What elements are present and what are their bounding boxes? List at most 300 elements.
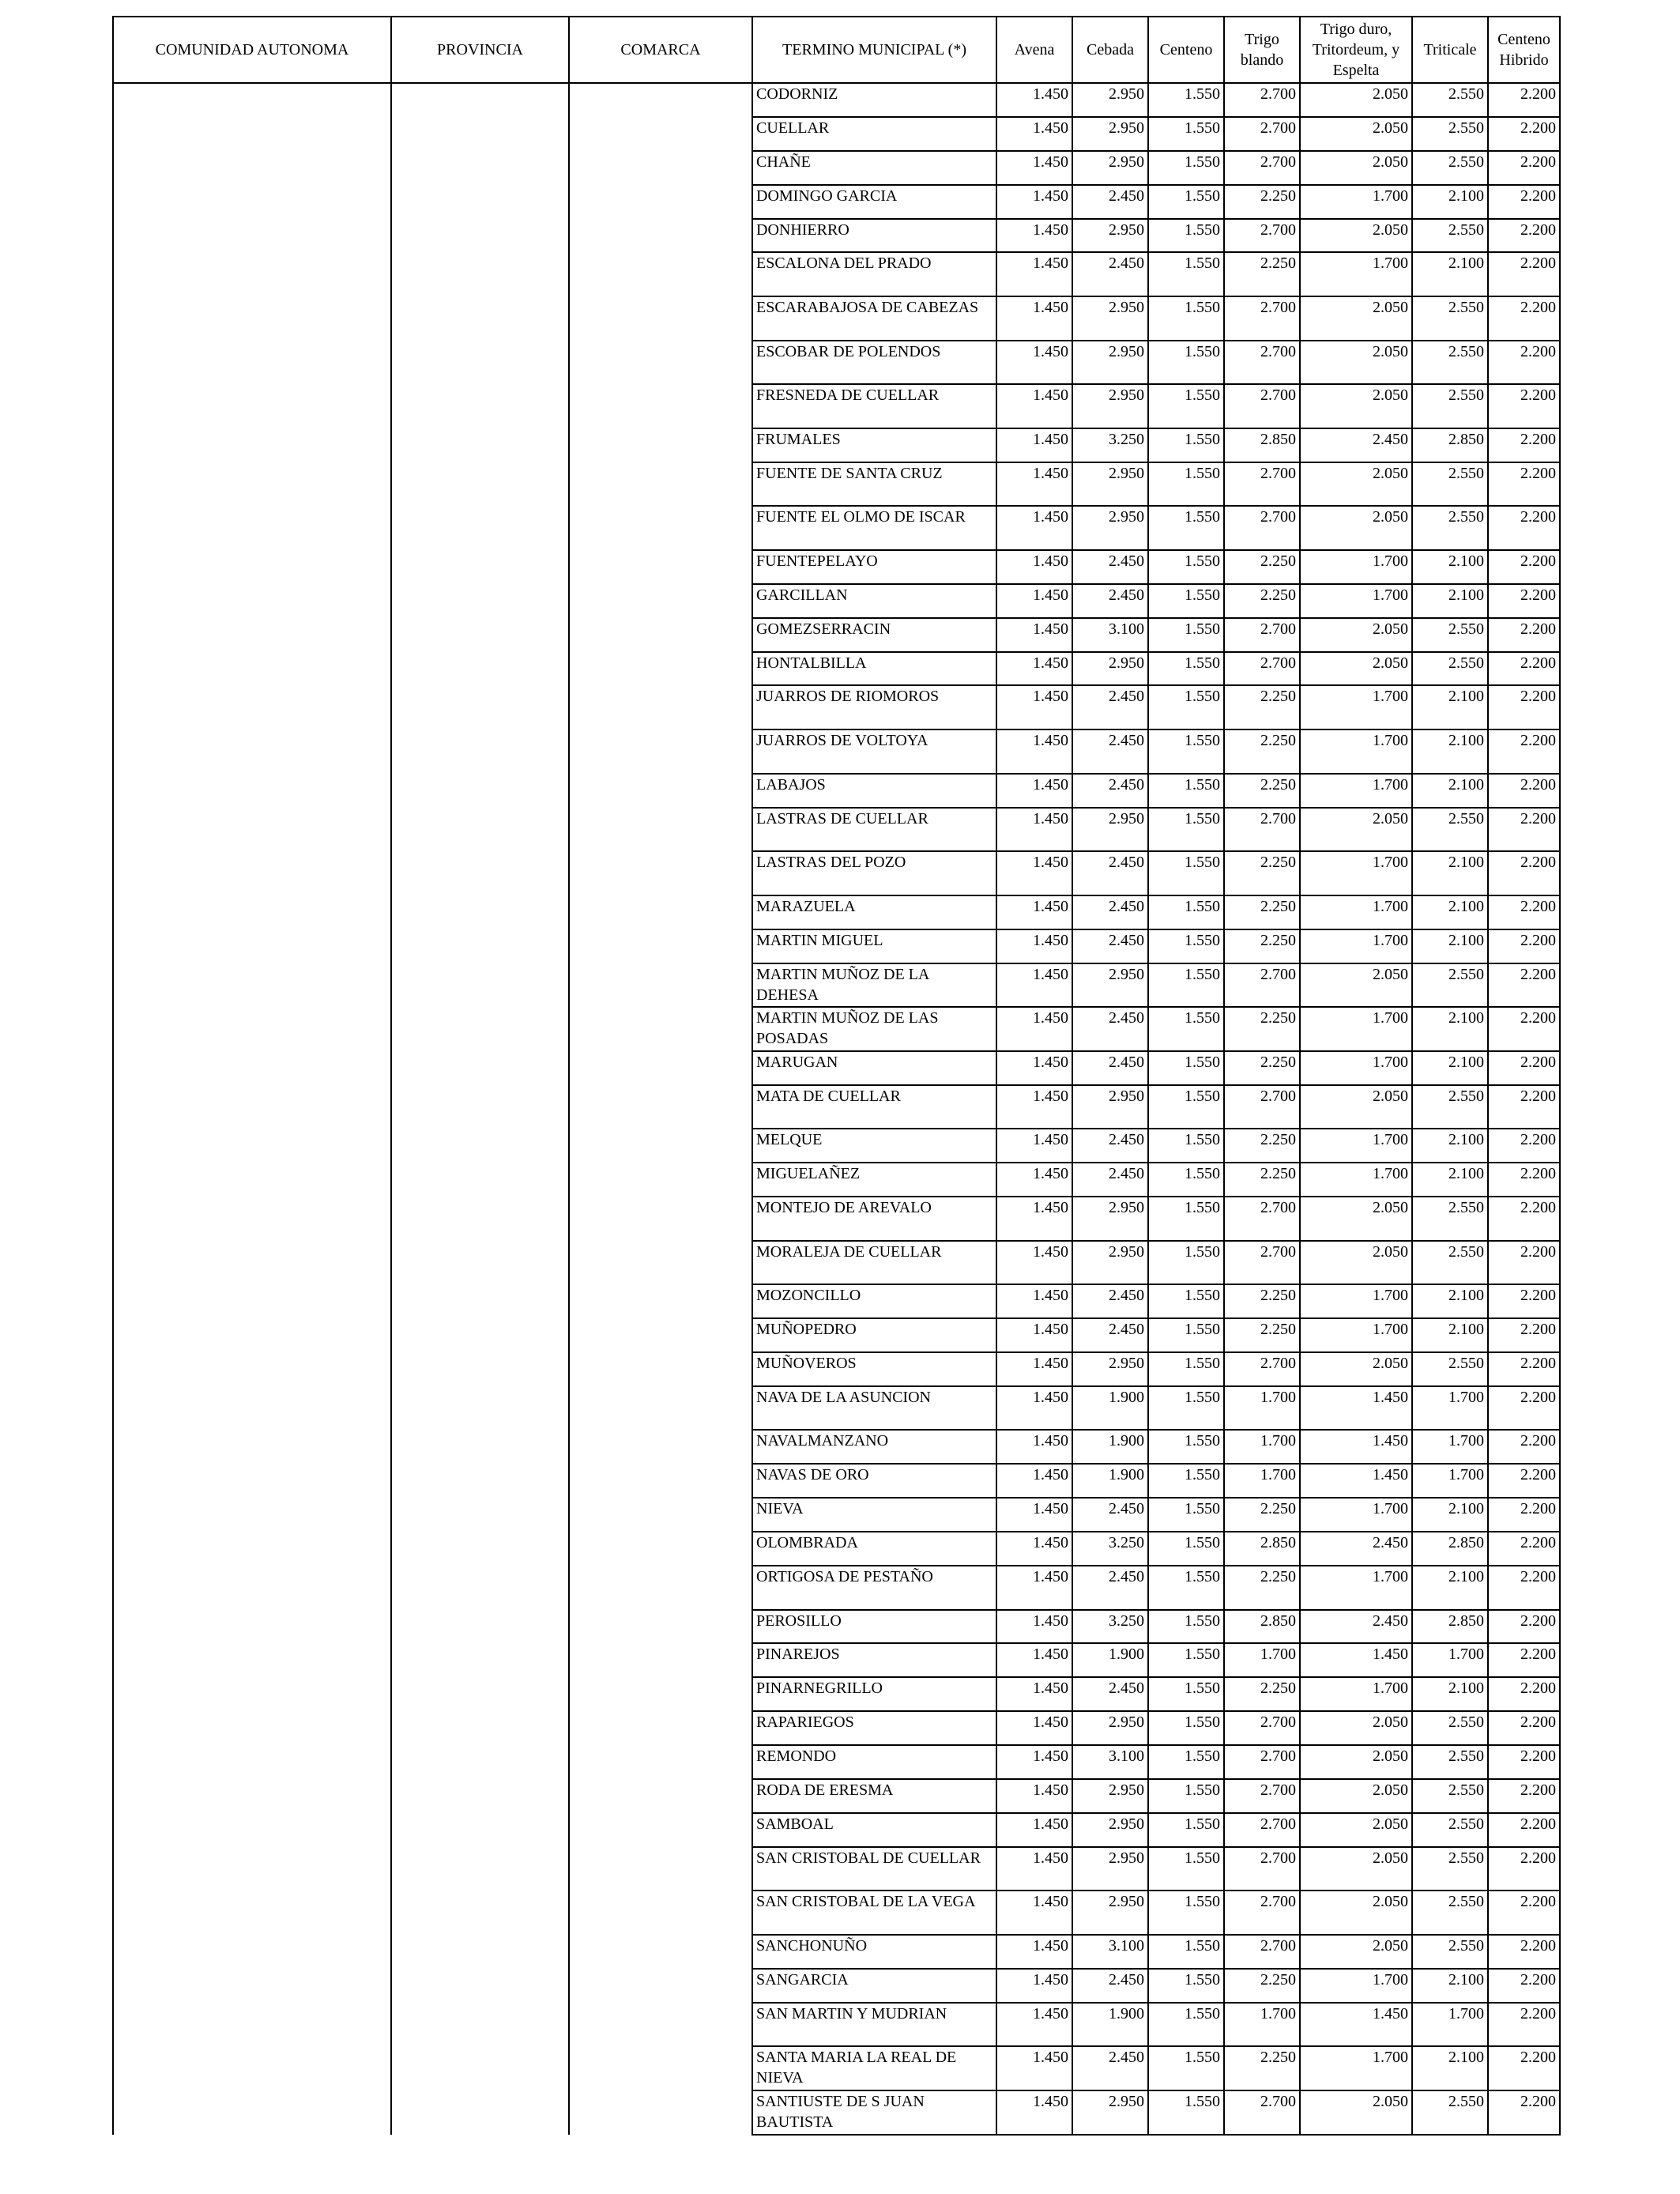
cell-comunidad bbox=[113, 2003, 391, 2047]
cell-provincia bbox=[391, 1745, 569, 1779]
cell-triticale: 2.100 bbox=[1412, 185, 1488, 219]
cell-trigo-duro: 1.700 bbox=[1300, 1007, 1412, 1051]
cell-centeno: 1.550 bbox=[1148, 1241, 1224, 1285]
cell-centeno: 1.550 bbox=[1148, 1318, 1224, 1352]
cell-centeno: 1.550 bbox=[1148, 808, 1224, 852]
cell-provincia bbox=[391, 428, 569, 462]
cell-centeno: 1.550 bbox=[1148, 652, 1224, 686]
cell-triticale: 2.850 bbox=[1412, 428, 1488, 462]
cell-avena: 1.450 bbox=[996, 1711, 1072, 1745]
cell-avena: 1.450 bbox=[996, 550, 1072, 584]
cell-avena: 1.450 bbox=[996, 1779, 1072, 1813]
cell-cebada: 3.250 bbox=[1072, 1532, 1148, 1566]
cell-comarca bbox=[569, 2090, 752, 2135]
cell-comunidad bbox=[113, 1163, 391, 1197]
header-comarca: COMARCA bbox=[569, 17, 752, 83]
cell-termino-municipal: MIGUELAÑEZ bbox=[752, 1163, 996, 1197]
cell-provincia bbox=[391, 1007, 569, 1051]
cell-centeno-hibrido: 2.200 bbox=[1488, 774, 1560, 808]
cell-termino-municipal: GOMEZSERRACIN bbox=[752, 618, 996, 652]
cell-comunidad bbox=[113, 685, 391, 729]
cell-comunidad bbox=[113, 1007, 391, 1051]
cell-cebada: 2.950 bbox=[1072, 83, 1148, 117]
cell-comunidad bbox=[113, 1610, 391, 1644]
cell-centeno-hibrido: 2.200 bbox=[1488, 462, 1560, 507]
cell-centeno-hibrido: 2.200 bbox=[1488, 296, 1560, 341]
cell-centeno-hibrido: 2.200 bbox=[1488, 1051, 1560, 1085]
cell-trigo-duro: 1.700 bbox=[1300, 895, 1412, 929]
cell-comunidad bbox=[113, 1711, 391, 1745]
cell-termino-municipal: MUÑOVEROS bbox=[752, 1352, 996, 1386]
cell-centeno: 1.550 bbox=[1148, 1163, 1224, 1197]
cell-termino-municipal: MOZONCILLO bbox=[752, 1284, 996, 1318]
cell-centeno-hibrido: 2.200 bbox=[1488, 1610, 1560, 1644]
cell-termino-municipal: SANGARCIA bbox=[752, 1969, 996, 2003]
cell-centeno-hibrido: 2.200 bbox=[1488, 1745, 1560, 1779]
cell-trigo-blando: 2.850 bbox=[1224, 428, 1300, 462]
cell-centeno-hibrido: 2.200 bbox=[1488, 1464, 1560, 1498]
cell-provincia bbox=[391, 1318, 569, 1352]
table-row bbox=[113, 1464, 1560, 1498]
cell-cebada: 2.950 bbox=[1072, 151, 1148, 185]
cell-comunidad bbox=[113, 1745, 391, 1779]
cell-avena: 1.450 bbox=[996, 1352, 1072, 1386]
cell-trigo-duro: 1.700 bbox=[1300, 2046, 1412, 2090]
cell-centeno: 1.550 bbox=[1148, 151, 1224, 185]
cell-trigo-blando: 2.700 bbox=[1224, 506, 1300, 550]
cell-termino-municipal: MONTEJO DE AREVALO bbox=[752, 1197, 996, 1241]
cell-cebada: 2.950 bbox=[1072, 219, 1148, 253]
cell-triticale: 1.700 bbox=[1412, 2003, 1488, 2047]
cell-comarca bbox=[569, 2003, 752, 2047]
cell-avena: 1.450 bbox=[996, 1891, 1072, 1935]
table-row bbox=[113, 1352, 1560, 1386]
cell-avena: 1.450 bbox=[996, 618, 1072, 652]
cell-comunidad bbox=[113, 1352, 391, 1386]
cell-termino-municipal: LASTRAS DE CUELLAR bbox=[752, 808, 996, 852]
table-row bbox=[113, 506, 1560, 550]
cell-trigo-blando: 2.700 bbox=[1224, 219, 1300, 253]
cell-termino-municipal: SAN CRISTOBAL DE LA VEGA bbox=[752, 1891, 996, 1935]
cell-comunidad bbox=[113, 1464, 391, 1498]
cell-trigo-blando: 2.700 bbox=[1224, 1847, 1300, 1891]
cell-trigo-blando: 2.700 bbox=[1224, 1197, 1300, 1241]
cell-cebada: 2.950 bbox=[1072, 2090, 1148, 2135]
cell-triticale: 2.550 bbox=[1412, 462, 1488, 507]
table-row bbox=[113, 1430, 1560, 1464]
cell-centeno-hibrido: 2.200 bbox=[1488, 685, 1560, 729]
table-row bbox=[113, 1197, 1560, 1241]
cell-comunidad bbox=[113, 1891, 391, 1935]
cell-triticale: 2.100 bbox=[1412, 2046, 1488, 2090]
cell-centeno-hibrido: 2.200 bbox=[1488, 1813, 1560, 1847]
cell-provincia bbox=[391, 1430, 569, 1464]
cell-centeno-hibrido: 2.200 bbox=[1488, 1643, 1560, 1677]
cell-centeno: 1.550 bbox=[1148, 2046, 1224, 2090]
table-row bbox=[113, 117, 1560, 151]
cell-comunidad bbox=[113, 550, 391, 584]
header-provincia: PROVINCIA bbox=[391, 17, 569, 83]
cell-cebada: 2.950 bbox=[1072, 1847, 1148, 1891]
cell-centeno: 1.550 bbox=[1148, 1085, 1224, 1129]
cell-trigo-duro: 1.700 bbox=[1300, 774, 1412, 808]
cell-cebada: 1.900 bbox=[1072, 1430, 1148, 1464]
cell-cebada: 2.950 bbox=[1072, 1085, 1148, 1129]
cell-centeno-hibrido: 2.200 bbox=[1488, 1677, 1560, 1711]
table-row bbox=[113, 1935, 1560, 1969]
cell-centeno: 1.550 bbox=[1148, 1498, 1224, 1532]
cell-centeno: 1.550 bbox=[1148, 1969, 1224, 2003]
cell-centeno: 1.550 bbox=[1148, 1386, 1224, 1431]
cell-provincia bbox=[391, 1711, 569, 1745]
table-row bbox=[113, 1532, 1560, 1566]
cell-termino-municipal: SANTA MARIA LA REAL DE NIEVA bbox=[752, 2046, 996, 2090]
cell-trigo-blando: 2.250 bbox=[1224, 1284, 1300, 1318]
cell-comarca bbox=[569, 774, 752, 808]
cell-trigo-blando: 2.700 bbox=[1224, 963, 1300, 1008]
cell-comunidad bbox=[113, 2046, 391, 2090]
cell-comunidad bbox=[113, 341, 391, 385]
table-row bbox=[113, 774, 1560, 808]
cell-trigo-blando: 2.700 bbox=[1224, 1779, 1300, 1813]
cell-cebada: 2.450 bbox=[1072, 252, 1148, 296]
cell-comunidad bbox=[113, 1935, 391, 1969]
cell-centeno: 1.550 bbox=[1148, 185, 1224, 219]
cell-centeno: 1.550 bbox=[1148, 1610, 1224, 1644]
cell-comarca bbox=[569, 83, 752, 117]
cell-centeno: 1.550 bbox=[1148, 1051, 1224, 1085]
cell-comunidad bbox=[113, 1677, 391, 1711]
cell-comarca bbox=[569, 1163, 752, 1197]
cell-comarca bbox=[569, 1318, 752, 1352]
cell-comunidad bbox=[113, 1197, 391, 1241]
cell-provincia bbox=[391, 506, 569, 550]
cell-centeno: 1.550 bbox=[1148, 774, 1224, 808]
cell-trigo-duro: 1.700 bbox=[1300, 1969, 1412, 2003]
table-row bbox=[113, 83, 1560, 117]
table-row bbox=[113, 1643, 1560, 1677]
cell-comunidad bbox=[113, 83, 391, 117]
cell-provincia bbox=[391, 185, 569, 219]
cell-comarca bbox=[569, 1007, 752, 1051]
cell-cebada: 2.450 bbox=[1072, 1969, 1148, 2003]
table-row bbox=[113, 1891, 1560, 1935]
cell-centeno: 1.550 bbox=[1148, 1847, 1224, 1891]
cell-provincia bbox=[391, 1847, 569, 1891]
table-row bbox=[113, 252, 1560, 296]
cell-comarca bbox=[569, 1969, 752, 2003]
cell-provincia bbox=[391, 929, 569, 963]
cell-trigo-duro: 2.050 bbox=[1300, 2090, 1412, 2135]
cell-comunidad bbox=[113, 185, 391, 219]
table-row bbox=[113, 384, 1560, 428]
header-cebada: Cebada bbox=[1072, 17, 1148, 83]
cell-comunidad bbox=[113, 506, 391, 550]
cell-provincia bbox=[391, 2090, 569, 2135]
cell-trigo-blando: 2.700 bbox=[1224, 1085, 1300, 1129]
cell-triticale: 2.100 bbox=[1412, 1566, 1488, 1610]
cell-comarca bbox=[569, 808, 752, 852]
cell-avena: 1.450 bbox=[996, 1051, 1072, 1085]
cell-centeno: 1.550 bbox=[1148, 83, 1224, 117]
cell-trigo-blando: 2.700 bbox=[1224, 1241, 1300, 1285]
cell-trigo-duro: 2.050 bbox=[1300, 506, 1412, 550]
cell-centeno: 1.550 bbox=[1148, 1007, 1224, 1051]
table-row bbox=[113, 1566, 1560, 1610]
cell-centeno: 1.550 bbox=[1148, 296, 1224, 341]
cell-comarca bbox=[569, 1566, 752, 1610]
cell-avena: 1.450 bbox=[996, 584, 1072, 618]
cell-triticale: 2.100 bbox=[1412, 895, 1488, 929]
cell-comarca bbox=[569, 384, 752, 428]
cell-triticale: 2.550 bbox=[1412, 652, 1488, 686]
cell-centeno-hibrido: 2.200 bbox=[1488, 1163, 1560, 1197]
cell-provincia bbox=[391, 851, 569, 895]
cell-trigo-blando: 2.250 bbox=[1224, 2046, 1300, 2090]
cell-trigo-duro: 2.050 bbox=[1300, 151, 1412, 185]
cell-cebada: 2.450 bbox=[1072, 185, 1148, 219]
cell-termino-municipal: PEROSILLO bbox=[752, 1610, 996, 1644]
cell-provincia bbox=[391, 1779, 569, 1813]
table-row bbox=[113, 1284, 1560, 1318]
cell-avena: 1.450 bbox=[996, 2003, 1072, 2047]
cell-comunidad bbox=[113, 1498, 391, 1532]
cell-comunidad bbox=[113, 808, 391, 852]
cell-provincia bbox=[391, 1051, 569, 1085]
cell-trigo-blando: 2.250 bbox=[1224, 550, 1300, 584]
cell-cebada: 2.450 bbox=[1072, 1007, 1148, 1051]
cell-triticale: 2.550 bbox=[1412, 1813, 1488, 1847]
cell-trigo-duro: 1.700 bbox=[1300, 1566, 1412, 1610]
cell-centeno: 1.550 bbox=[1148, 1745, 1224, 1779]
cell-comarca bbox=[569, 1352, 752, 1386]
cell-cebada: 2.450 bbox=[1072, 1129, 1148, 1163]
cell-trigo-blando: 2.700 bbox=[1224, 618, 1300, 652]
cell-termino-municipal: ESCARABAJOSA DE CABEZAS bbox=[752, 296, 996, 341]
cell-provincia bbox=[391, 117, 569, 151]
header-triticale: Triticale bbox=[1412, 17, 1488, 83]
cell-comunidad bbox=[113, 1813, 391, 1847]
cell-comarca bbox=[569, 151, 752, 185]
table-row bbox=[113, 2090, 1560, 2135]
cell-triticale: 2.100 bbox=[1412, 584, 1488, 618]
cell-termino-municipal: PINARNEGRILLO bbox=[752, 1677, 996, 1711]
table-row bbox=[113, 219, 1560, 253]
cell-provincia bbox=[391, 1197, 569, 1241]
cell-trigo-duro: 1.700 bbox=[1300, 252, 1412, 296]
cell-centeno: 1.550 bbox=[1148, 1197, 1224, 1241]
cell-trigo-duro: 1.450 bbox=[1300, 1464, 1412, 1498]
cell-centeno-hibrido: 2.200 bbox=[1488, 929, 1560, 963]
cell-centeno: 1.550 bbox=[1148, 851, 1224, 895]
table-row bbox=[113, 341, 1560, 385]
cell-termino-municipal: HONTALBILLA bbox=[752, 652, 996, 686]
cell-triticale: 2.100 bbox=[1412, 1163, 1488, 1197]
cell-comunidad bbox=[113, 1241, 391, 1285]
cell-provincia bbox=[391, 1129, 569, 1163]
cell-comunidad bbox=[113, 1643, 391, 1677]
cell-trigo-blando: 2.700 bbox=[1224, 384, 1300, 428]
cell-triticale: 2.550 bbox=[1412, 219, 1488, 253]
cell-centeno-hibrido: 2.200 bbox=[1488, 1386, 1560, 1431]
cell-provincia bbox=[391, 1532, 569, 1566]
header-avena: Avena bbox=[996, 17, 1072, 83]
cell-comunidad bbox=[113, 219, 391, 253]
cell-centeno-hibrido: 2.200 bbox=[1488, 1891, 1560, 1935]
cell-triticale: 2.100 bbox=[1412, 252, 1488, 296]
cell-comarca bbox=[569, 462, 752, 507]
cell-cebada: 2.450 bbox=[1072, 774, 1148, 808]
cell-cebada: 2.450 bbox=[1072, 1566, 1148, 1610]
cell-centeno: 1.550 bbox=[1148, 1935, 1224, 1969]
cell-triticale: 2.100 bbox=[1412, 729, 1488, 774]
cell-triticale: 2.550 bbox=[1412, 1935, 1488, 1969]
cell-trigo-blando: 2.700 bbox=[1224, 151, 1300, 185]
cell-comunidad bbox=[113, 652, 391, 686]
cell-triticale: 2.850 bbox=[1412, 1610, 1488, 1644]
table-row bbox=[113, 1677, 1560, 1711]
cell-centeno: 1.550 bbox=[1148, 384, 1224, 428]
cell-termino-municipal: SAN MARTIN Y MUDRIAN bbox=[752, 2003, 996, 2047]
cell-avena: 1.450 bbox=[996, 462, 1072, 507]
cell-centeno-hibrido: 2.200 bbox=[1488, 341, 1560, 385]
cell-comunidad bbox=[113, 384, 391, 428]
cell-provincia bbox=[391, 1352, 569, 1386]
cell-trigo-blando: 2.250 bbox=[1224, 1969, 1300, 2003]
cell-trigo-duro: 1.700 bbox=[1300, 1318, 1412, 1352]
cell-cebada: 2.450 bbox=[1072, 929, 1148, 963]
cell-trigo-duro: 2.450 bbox=[1300, 1610, 1412, 1644]
cell-avena: 1.450 bbox=[996, 185, 1072, 219]
cell-cebada: 3.100 bbox=[1072, 1745, 1148, 1779]
cell-trigo-duro: 2.050 bbox=[1300, 1935, 1412, 1969]
cell-comunidad bbox=[113, 1532, 391, 1566]
cell-comarca bbox=[569, 1745, 752, 1779]
cell-comarca bbox=[569, 1386, 752, 1431]
cell-centeno: 1.550 bbox=[1148, 1532, 1224, 1566]
cell-triticale: 2.550 bbox=[1412, 341, 1488, 385]
table-row bbox=[113, 1241, 1560, 1285]
cell-cebada: 2.950 bbox=[1072, 506, 1148, 550]
cell-centeno: 1.550 bbox=[1148, 1566, 1224, 1610]
cell-provincia bbox=[391, 2046, 569, 2090]
cell-centeno-hibrido: 2.200 bbox=[1488, 151, 1560, 185]
cell-comunidad bbox=[113, 1969, 391, 2003]
cell-avena: 1.450 bbox=[996, 1007, 1072, 1051]
cell-triticale: 2.550 bbox=[1412, 1197, 1488, 1241]
cell-triticale: 2.550 bbox=[1412, 2090, 1488, 2135]
cell-trigo-blando: 2.700 bbox=[1224, 1813, 1300, 1847]
cell-provincia bbox=[391, 341, 569, 385]
cell-comunidad bbox=[113, 1284, 391, 1318]
cell-avena: 1.450 bbox=[996, 808, 1072, 852]
cell-centeno-hibrido: 2.200 bbox=[1488, 219, 1560, 253]
cell-trigo-duro: 2.050 bbox=[1300, 1847, 1412, 1891]
cell-cebada: 2.950 bbox=[1072, 296, 1148, 341]
cell-comarca bbox=[569, 428, 752, 462]
cell-provincia bbox=[391, 584, 569, 618]
cell-centeno-hibrido: 2.200 bbox=[1488, 428, 1560, 462]
cell-triticale: 2.100 bbox=[1412, 1129, 1488, 1163]
cell-termino-municipal: SANTIUSTE DE S JUAN BAUTISTA bbox=[752, 2090, 996, 2135]
cell-trigo-duro: 1.700 bbox=[1300, 1163, 1412, 1197]
cell-comunidad bbox=[113, 774, 391, 808]
municipal-yield-table bbox=[112, 16, 1561, 2136]
cell-centeno-hibrido: 2.200 bbox=[1488, 550, 1560, 584]
cell-comarca bbox=[569, 1891, 752, 1935]
cell-comarca bbox=[569, 296, 752, 341]
cell-avena: 1.450 bbox=[996, 384, 1072, 428]
cell-trigo-duro: 2.050 bbox=[1300, 384, 1412, 428]
cell-trigo-blando: 2.250 bbox=[1224, 895, 1300, 929]
cell-centeno: 1.550 bbox=[1148, 506, 1224, 550]
table-row bbox=[113, 1498, 1560, 1532]
cell-trigo-duro: 1.700 bbox=[1300, 185, 1412, 219]
cell-avena: 1.450 bbox=[996, 1813, 1072, 1847]
table-row bbox=[113, 685, 1560, 729]
cell-trigo-duro: 2.050 bbox=[1300, 1352, 1412, 1386]
cell-trigo-duro: 2.050 bbox=[1300, 652, 1412, 686]
cell-avena: 1.450 bbox=[996, 1430, 1072, 1464]
cell-comunidad bbox=[113, 1085, 391, 1129]
table-row bbox=[113, 1051, 1560, 1085]
cell-provincia bbox=[391, 652, 569, 686]
cell-trigo-duro: 1.700 bbox=[1300, 550, 1412, 584]
cell-termino-municipal: JUARROS DE RIOMOROS bbox=[752, 685, 996, 729]
cell-centeno-hibrido: 2.200 bbox=[1488, 1352, 1560, 1386]
cell-centeno-hibrido: 2.200 bbox=[1488, 1197, 1560, 1241]
cell-avena: 1.450 bbox=[996, 1677, 1072, 1711]
cell-triticale: 2.100 bbox=[1412, 1318, 1488, 1352]
cell-comarca bbox=[569, 341, 752, 385]
cell-cebada: 2.450 bbox=[1072, 729, 1148, 774]
cell-avena: 1.450 bbox=[996, 83, 1072, 117]
cell-comarca bbox=[569, 252, 752, 296]
cell-comarca bbox=[569, 1197, 752, 1241]
cell-termino-municipal: SAMBOAL bbox=[752, 1813, 996, 1847]
cell-provincia bbox=[391, 1284, 569, 1318]
cell-termino-municipal: PINAREJOS bbox=[752, 1643, 996, 1677]
cell-triticale: 2.550 bbox=[1412, 384, 1488, 428]
cell-trigo-duro: 2.050 bbox=[1300, 83, 1412, 117]
table-row bbox=[113, 1610, 1560, 1644]
table-row bbox=[113, 1847, 1560, 1891]
cell-triticale: 2.100 bbox=[1412, 929, 1488, 963]
cell-trigo-duro: 1.700 bbox=[1300, 1129, 1412, 1163]
cell-termino-municipal: JUARROS DE VOLTOYA bbox=[752, 729, 996, 774]
cell-trigo-blando: 2.700 bbox=[1224, 1935, 1300, 1969]
cell-trigo-duro: 2.050 bbox=[1300, 1813, 1412, 1847]
cell-cebada: 3.100 bbox=[1072, 618, 1148, 652]
cell-trigo-duro: 1.450 bbox=[1300, 2003, 1412, 2047]
cell-avena: 1.450 bbox=[996, 1969, 1072, 2003]
cell-comunidad bbox=[113, 1318, 391, 1352]
cell-termino-municipal: MORALEJA DE CUELLAR bbox=[752, 1241, 996, 1285]
cell-comarca bbox=[569, 185, 752, 219]
cell-trigo-blando: 2.700 bbox=[1224, 652, 1300, 686]
cell-centeno: 1.550 bbox=[1148, 2090, 1224, 2135]
table-row bbox=[113, 2003, 1560, 2047]
cell-trigo-duro: 2.050 bbox=[1300, 1779, 1412, 1813]
table-row bbox=[113, 1386, 1560, 1431]
cell-trigo-duro: 2.450 bbox=[1300, 1532, 1412, 1566]
cell-termino-municipal: LASTRAS DEL POZO bbox=[752, 851, 996, 895]
cell-trigo-blando: 2.700 bbox=[1224, 1891, 1300, 1935]
cell-cebada: 2.950 bbox=[1072, 652, 1148, 686]
cell-trigo-duro: 2.050 bbox=[1300, 1891, 1412, 1935]
cell-triticale: 2.550 bbox=[1412, 1711, 1488, 1745]
cell-comunidad bbox=[113, 1779, 391, 1813]
